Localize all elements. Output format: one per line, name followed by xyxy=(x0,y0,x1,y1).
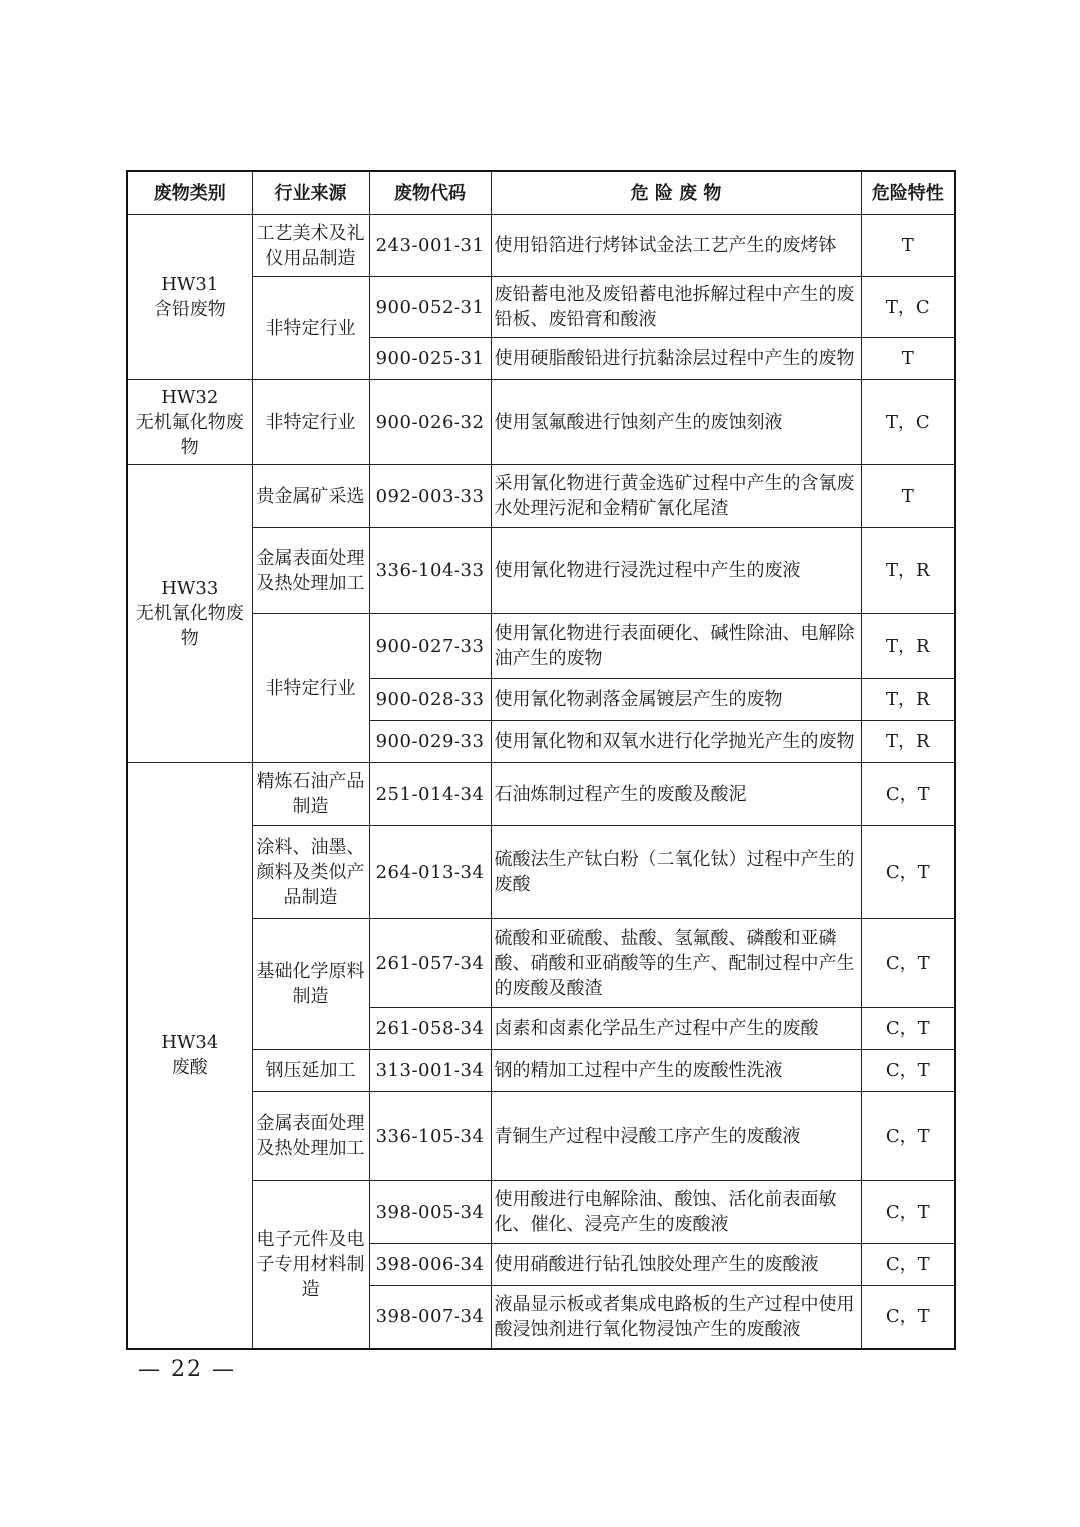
header-hazard: 危险特性 xyxy=(861,171,955,215)
waste-cell: 钢的精加工过程中产生的废酸性洗液 xyxy=(491,1050,861,1092)
table-row xyxy=(127,380,955,465)
waste-cell: 使用铅箔进行烤钵试金法工艺产生的废烤钵 xyxy=(491,215,861,277)
code-cell: 900-026-32 xyxy=(369,380,491,465)
code-cell: 261-057-34 xyxy=(369,919,491,1008)
table-row xyxy=(127,826,955,919)
code-cell: 900-025-31 xyxy=(369,338,491,380)
industry-cell: 非特定行业 xyxy=(252,277,369,380)
hazard-cell: C，T xyxy=(861,1008,955,1050)
table-row xyxy=(127,528,955,614)
waste-cell: 采用氰化物进行黄金选矿过程中产生的含氰废水处理污泥和金精矿氰化尾渣 xyxy=(491,465,861,528)
waste-cell: 废铅蓄电池及废铅蓄电池拆解过程中产生的废铅板、废铅膏和酸液 xyxy=(491,277,861,338)
code-cell: 264-013-34 xyxy=(369,826,491,919)
code-cell: 900-028-33 xyxy=(369,679,491,721)
hazard-cell: C，T xyxy=(861,763,955,826)
hazard-cell: T，C xyxy=(861,277,955,338)
waste-cell: 液晶显示板或者集成电路板的生产过程中使用酸浸蚀剂进行氧化物浸蚀产生的废酸液 xyxy=(491,1286,861,1349)
table-row xyxy=(127,614,955,679)
page-number: — 22 — xyxy=(138,1357,236,1382)
waste-cell: 使用氰化物剥落金属镀层产生的废物 xyxy=(491,679,861,721)
code-cell: 398-005-34 xyxy=(369,1181,491,1244)
hazard-cell: C，T xyxy=(861,919,955,1008)
hazardous-waste-table xyxy=(126,170,956,1350)
header-category: 废物类别 xyxy=(127,171,252,215)
hazard-cell: C，T xyxy=(861,1092,955,1181)
hazard-cell: T xyxy=(861,338,955,380)
waste-cell: 青铜生产过程中浸酸工序产生的废酸液 xyxy=(491,1092,861,1181)
code-cell: 398-006-34 xyxy=(369,1244,491,1286)
table-row xyxy=(127,1092,955,1181)
industry-cell: 电子元件及电子专用材料制造 xyxy=(252,1181,369,1349)
hazard-cell: T，R xyxy=(861,679,955,721)
waste-cell: 使用硝酸进行钻孔蚀胶处理产生的废酸液 xyxy=(491,1244,861,1286)
category-cell: HW34 废酸 xyxy=(127,763,252,1349)
waste-cell: 硫酸和亚硫酸、盐酸、氢氟酸、磷酸和亚磷酸、硝酸和亚硝酸等的生产、配制过程中产生的废酸及酸渣 xyxy=(491,919,861,1008)
industry-cell: 非特定行业 xyxy=(252,380,369,465)
table-row xyxy=(127,1181,955,1244)
hazard-cell: C，T xyxy=(861,826,955,919)
industry-cell: 钢压延加工 xyxy=(252,1050,369,1092)
code-cell: 261-058-34 xyxy=(369,1008,491,1050)
table-header-row xyxy=(127,171,955,215)
table-row xyxy=(127,277,955,338)
header-waste: 危 险 废 物 xyxy=(491,171,861,215)
code-cell: 313-001-34 xyxy=(369,1050,491,1092)
waste-cell: 使用硬脂酸铅进行抗黏涂层过程中产生的废物 xyxy=(491,338,861,380)
table-row xyxy=(127,919,955,1008)
table-row xyxy=(127,763,955,826)
hazard-cell: C，T xyxy=(861,1286,955,1349)
hazard-cell: T，R xyxy=(861,614,955,679)
industry-cell: 金属表面处理及热处理加工 xyxy=(252,528,369,614)
hazard-cell: C，T xyxy=(861,1050,955,1092)
waste-cell: 卤素和卤素化学品生产过程中产生的废酸 xyxy=(491,1008,861,1050)
hazard-cell: T xyxy=(861,465,955,528)
waste-cell: 硫酸法生产钛白粉（二氧化钛）过程中产生的废酸 xyxy=(491,826,861,919)
hazard-cell: C，T xyxy=(861,1181,955,1244)
hazard-cell: T，R xyxy=(861,721,955,763)
hazard-cell: T，R xyxy=(861,528,955,614)
code-cell: 900-029-33 xyxy=(369,721,491,763)
waste-cell: 使用酸进行电解除油、酸蚀、活化前表面敏化、催化、浸亮产生的废酸液 xyxy=(491,1181,861,1244)
waste-cell: 使用氰化物进行浸洗过程中产生的废液 xyxy=(491,528,861,614)
hazard-cell: T，C xyxy=(861,380,955,465)
category-cell: HW32 无机氟化物废物 xyxy=(127,380,252,465)
waste-cell: 使用氰化物进行表面硬化、碱性除油、电解除油产生的废物 xyxy=(491,614,861,679)
code-cell: 243-001-31 xyxy=(369,215,491,277)
waste-cell: 石油炼制过程产生的废酸及酸泥 xyxy=(491,763,861,826)
code-cell: 092-003-33 xyxy=(369,465,491,528)
table-row xyxy=(127,215,955,277)
category-cell: HW33 无机氰化物废物 xyxy=(127,465,252,763)
code-cell: 336-105-34 xyxy=(369,1092,491,1181)
header-industry: 行业来源 xyxy=(252,171,369,215)
header-code: 废物代码 xyxy=(369,171,491,215)
industry-cell: 精炼石油产品制造 xyxy=(252,763,369,826)
category-cell: HW31 含铅废物 xyxy=(127,215,252,380)
industry-cell: 金属表面处理及热处理加工 xyxy=(252,1092,369,1181)
table-row xyxy=(127,1050,955,1092)
code-cell: 251-014-34 xyxy=(369,763,491,826)
code-cell: 900-027-33 xyxy=(369,614,491,679)
waste-cell: 使用氢氟酸进行蚀刻产生的废蚀刻液 xyxy=(491,380,861,465)
industry-cell: 基础化学原料制造 xyxy=(252,919,369,1050)
hazard-cell: C，T xyxy=(861,1244,955,1286)
code-cell: 398-007-34 xyxy=(369,1286,491,1349)
hazard-cell: T xyxy=(861,215,955,277)
code-cell: 900-052-31 xyxy=(369,277,491,338)
industry-cell: 贵金属矿采选 xyxy=(252,465,369,528)
table-row xyxy=(127,465,955,528)
waste-cell: 使用氰化物和双氧水进行化学抛光产生的废物 xyxy=(491,721,861,763)
industry-cell: 工艺美术及礼仪用品制造 xyxy=(252,215,369,277)
code-cell: 336-104-33 xyxy=(369,528,491,614)
industry-cell: 非特定行业 xyxy=(252,614,369,763)
industry-cell: 涂料、油墨、颜料及类似产品制造 xyxy=(252,826,369,919)
